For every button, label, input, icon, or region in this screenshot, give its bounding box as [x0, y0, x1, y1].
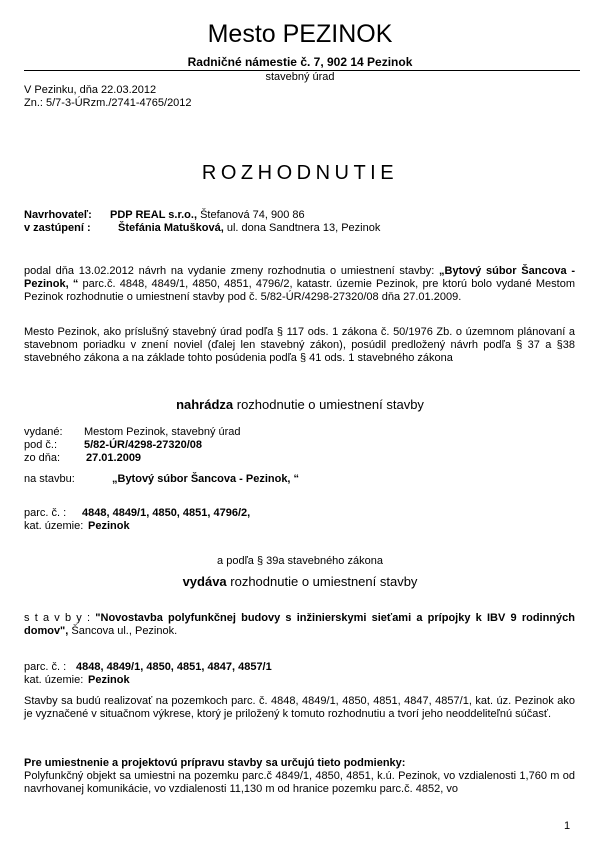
new-cadastre-label: kat. územie:: [24, 674, 84, 686]
replaces-keyword: nahrádza: [176, 397, 234, 412]
application-text-end: parc.č. 4848, 4849/1, 4850, 4851, 4796/2, katastr. územie Pezinok, pre ktorú bolo vydané Mestom Pezinok rozhodnutie o umiestnení stavby pod č. 5/82-ÚR/4298-27320/08 dňa 27.01.2009.: [24, 278, 575, 303]
applicant-line: [24, 209, 584, 222]
issues-text: rozhodnutie o umiestnení stavby: [226, 574, 418, 589]
representative-name: Štefánia Matušková,: [118, 222, 224, 234]
new-cadastre-row: [24, 674, 130, 687]
page-number: 1: [564, 820, 571, 832]
applicant-address: Štefanová 74, 900 86: [197, 209, 305, 221]
replaces-text: rozhodnutie o umiestnení stavby: [233, 397, 424, 412]
prior-cadastre-value: Pezinok: [88, 520, 130, 532]
applicant-label: Navrhovateľ:: [24, 209, 92, 221]
city-address: Radničné námestie č. 7, 902 14 Pezinok: [187, 55, 413, 69]
prior-date-row: [24, 452, 141, 465]
representative-line: [24, 222, 584, 235]
conditions-heading: Pre umiestnenie a projektovú prípravu stavby sa určujú tieto podmienky:: [24, 757, 406, 769]
section-39a-line: a podľa § 39a stavebného zákona: [217, 555, 383, 567]
prior-parcels-row: [24, 507, 250, 520]
new-parcels-value: 4848, 4849/1, 4850, 4851, 4847, 4857/1: [76, 661, 272, 673]
prior-number-value: 5/82-ÚR/4298-27320/08: [84, 439, 203, 451]
new-parcels-label: parc. č. :: [24, 661, 67, 673]
issued-label: vydané:: [24, 426, 63, 438]
authority-paragraph: Mesto Pezinok, ako príslušný stavebný úrad podľa § 117 ods. 1 zákona č. 50/1976 Zb. o územnom plánovaní a stavebnom poriadku v znení noviel (ďalej len stavebný zákon), posúdil predložený návrh podľa § 37 a §38 stavebného zákona a na základe tohto posúdenia podľa § 41 ods. 1 stavebného zákona: [24, 326, 575, 364]
representative-label: v zastúpení :: [24, 222, 91, 234]
prior-date-value: 27.01.2009: [86, 452, 142, 464]
applicant-name: PDP REAL s.r.o.,: [110, 209, 198, 221]
prior-date-label: zo dňa:: [24, 452, 61, 464]
prior-cadastre-label: kat. územie:: [24, 520, 84, 532]
realization-paragraph: Stavby sa budú realizovať na pozemkoch parc. č. 4848, 4849/1, 4850, 4851, 4847, 4857/1, kat. úz. Pezinok ako je vyznačené v situačnom výkrese, ktorý je priložený k tomuto rozhodnutiu a tvorí jeho neoddeliteľnú súčasť.: [24, 695, 575, 720]
building-label: s t a v b y :: [24, 612, 91, 624]
issued-by-row: [24, 426, 241, 439]
office-name: stavebný úrad: [265, 71, 335, 83]
representative-address: ul. dona Sandtnera 13, Pezinok: [223, 222, 381, 234]
application-text-start: podal dňa 13.02.2012 návrh na vydanie zmeny rozhodnutia o umiestnení stavby:: [24, 265, 440, 277]
building-paragraph: [24, 612, 575, 638]
new-cadastre-value: Pezinok: [88, 674, 130, 686]
prior-number-label: pod č.:: [24, 439, 58, 451]
reference-number: Zn.: 5/7-3-ÚRzm./2741-4765/2012: [24, 97, 192, 109]
prior-building-value: „Bytový súbor Šancova - Pezinok, “: [112, 473, 300, 485]
prior-building-row: [24, 473, 299, 486]
building-name: "Novostavba polyfunkčnej budovy s inžinierskymi sieťami a prípojky k IBV 9 rodinných domov",: [24, 612, 576, 637]
issues-keyword: vydáva: [182, 574, 227, 589]
conditions-text: Polyfunkčný objekt sa umiestni na pozemku parc.č 4849/1, 4850, 4851, k.ú. Pezinok, vo vzdialenosti 1,760 m od navrhovanej komunikácie, vo vzdialenosti 11,130 m od hranice pozemku parc.č. 4852, vo: [24, 770, 575, 795]
prior-parcels-value: 4848, 4849/1, 4850, 4851, 4796/2,: [82, 507, 251, 519]
project-name: „Bytový súbor Šancova - Pezinok, “: [24, 265, 575, 290]
new-parcels-row: [24, 661, 272, 674]
building-address: Šancova ul., Pezinok.: [68, 625, 178, 637]
prior-cadastre-row: [24, 520, 130, 533]
prior-number-row: [24, 439, 202, 452]
document-title: ROZHODNUTIE: [201, 162, 399, 184]
date-line: V Pezinku, dňa 22.03.2012: [24, 84, 157, 96]
prior-parcels-label: parc. č. :: [24, 507, 67, 519]
prior-building-label: na stavbu:: [24, 473, 75, 485]
city-title: Mesto PEZINOK: [207, 20, 393, 48]
application-paragraph: [24, 265, 575, 304]
issues-heading: [0, 574, 600, 589]
replaces-heading: [0, 397, 600, 412]
issued-value: Mestom Pezinok, stavebný úrad: [84, 426, 241, 438]
